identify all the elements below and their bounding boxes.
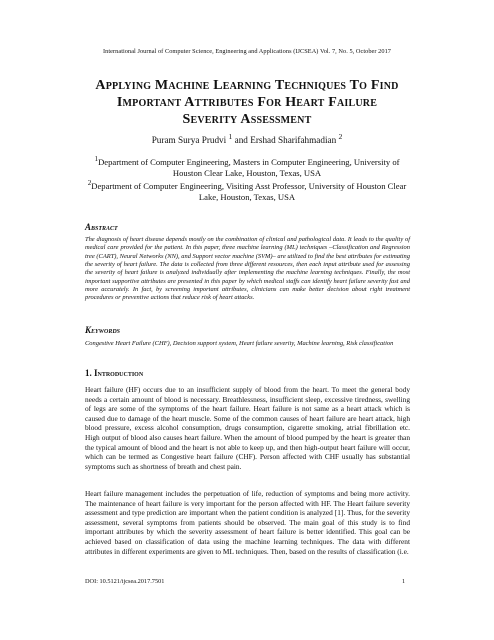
affiliation-text: Department of Computer Engineering, Masters in Computer Engineering, University of Houston Clear Lake, Houston, Texas, USA xyxy=(98,156,400,178)
author-name: and Ershad Sharifahmadian xyxy=(232,135,337,146)
abstract-text: The diagnosis of heart disease depends mostly on the combination of clinical and pathological data. It leads to the quality of medical care provided for the patient. In this paper, three machine learning (ML) techniques –Classification and Regression tree (CART), Neural Networks (NN), and Support vector machine (SVM)– are utilized to find the best attributes for estimating the severity of heart failure. The data is collected from three different resources, then each input attribute used for assessing the severity of heart failure is analyzed individually after implementing the machine learning techniques. Finally, the most important supportive attributes are presented in this paper by which medical staffs can identify heart failure severity fast and more accurately. In fact, by screening important attributes, clinicians can make better decision about right treatment procedures or preventive actions that reduce risk of heart attacks. xyxy=(85,236,410,302)
keywords-text: Congestive Heart Failure (CHF), Decision support system, Heart failure severity, Machine learning, Risk classification xyxy=(85,340,394,347)
title-line: Applying Machine Learning Techniques To Find xyxy=(95,78,399,93)
body-paragraph: Heart failure management includes the perpetuation of life, reduction of symptoms and being more activity. The maintenance of heart failure is very important for the person affected with HF. The Heart failure severity assessment and type prediction are important when the patient condition is analyzed [1]. Thus, for the severity assessment, several symptoms from patients should be observed. The main goal of this study is to find important attributes by which the severity assessment of heart failure is better identified. This goal can be achieved based on classification of data using the machine learning techniques. The data with different attributes in different experiments are given to ML techniques. Then, based on the results of classification (i.e. xyxy=(85,489,410,556)
title-line: Important Attributes For Heart Failure xyxy=(116,95,378,110)
author-superscript: 1 xyxy=(228,132,233,141)
author-name: Puram Surya Prudvi xyxy=(151,135,227,146)
affiliation-text: Department of Computer Engineering, Visiting Asst Professor, University of Houston Clear Lake, Houston, Texas, USA xyxy=(91,180,407,202)
title-line: Severity Assessment xyxy=(182,112,312,127)
author-line xyxy=(0,132,494,145)
keywords-heading: Keywords xyxy=(85,325,121,335)
doi-footer: DOI: 10.5121/ijcsea.2017.7501 xyxy=(85,578,165,585)
affiliation-superscript: 1 xyxy=(94,155,99,163)
journal-header: International Journal of Computer Science, Engineering and Applications (IJCSEA) Vol. 7, No. 5, October 2017 xyxy=(103,48,391,55)
affiliation-2 xyxy=(80,178,414,203)
abstract-heading: Abstract xyxy=(85,222,118,232)
affiliation-superscript: 2 xyxy=(87,179,92,187)
author-superscript: 2 xyxy=(338,132,343,141)
page-number: 1 xyxy=(402,578,406,585)
body-paragraph: Heart failure (HF) occurs due to an insufficient supply of blood from the heart. To meet the general body needs a certain amount of blood is necessary. Breathlessness, insufficient sleep, excessive tiredness, swelling of legs are some of the symptoms of the heart failure. Heart failure is not same as a heart attack which is caused due to damage of the heart muscle. Some of the common causes of heart failure are heart attack, high blood pressure, excess alcohol consumption, drugs consumption, cigarette smoking, atrial fibrillation etc. High output of blood also causes heart failure. When the amount of blood pumped by the heart is greater than the typical amount of blood and the heart is not able to keep up, and then high-output heart failure will occur, which can be termed as Congestive heart failure (CHF). Person affected with CHF usually has substantial symptoms such as shortness of breath and chest pain. xyxy=(85,385,410,471)
introduction-heading: 1. Introduction xyxy=(85,368,144,378)
paper-title xyxy=(40,77,454,128)
affiliation-1 xyxy=(80,154,414,179)
